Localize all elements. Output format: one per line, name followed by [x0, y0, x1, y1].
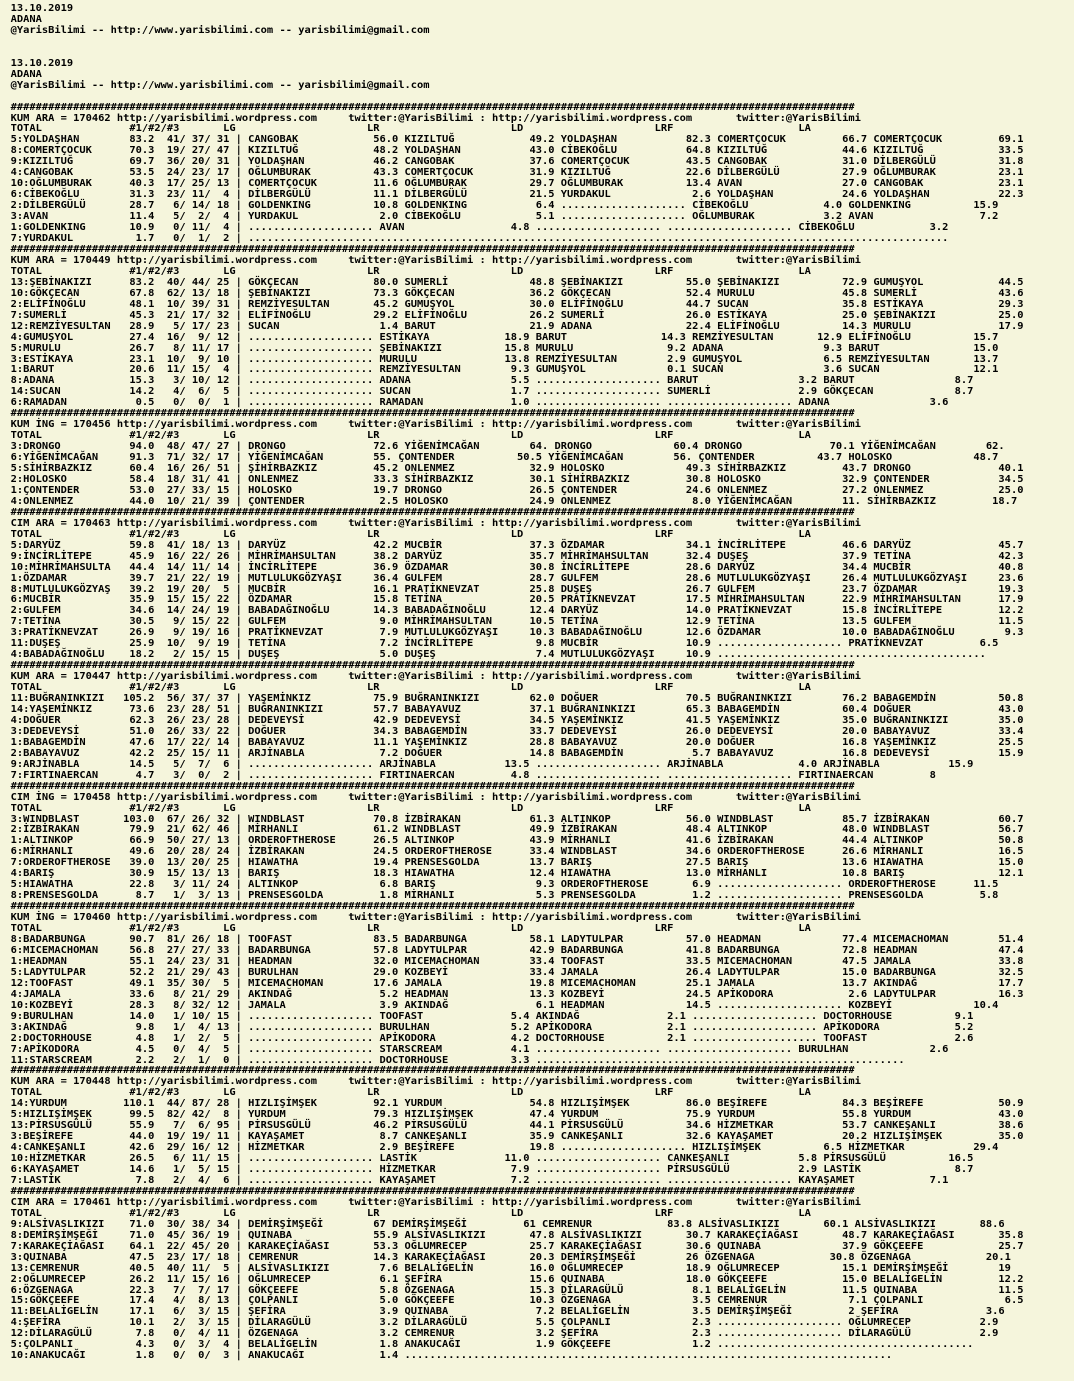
race-header: CIM ARA = 170461 http://yarisbilimi.wordpress.com twitter:@YarisBilimi : http://yarisbilimi.wordpress.com twitter:@YarisBilimi: [10, 1196, 861, 1208]
result-row: 12:DİLARAGÜLÜ 7.8 0/ 4/ 11 | ÖZGENAGA 3.2 CEMRENUR 3.2 ŞEFİRA 2.3 .................... DİLARAGÜLÜ 2.9: [10, 1328, 999, 1340]
result-row: 13:CEMRENUR 40.5 40/ 11/ 5 | ALSİVASLIKIZI 7.6 BELALİGELİN 16.0 OĞLUMRECEP 18.9 OĞLUMRECEP 15.1 DEMİRŞİMŞEĞİ 19: [10, 1262, 1011, 1274]
result-row: 5:MURULU 26.7 8/ 11/ 17 | .................... ŞEBİNAKIZI 15.8 MURULU 9.2 ADANA 9.3 BARUT 15.0: [10, 342, 999, 354]
result-row: 6:RAMADAN 0.5 0/ 0/ 1 | .................... RAMADAN 1.0 .................... .................... ADANA 3.6: [10, 397, 949, 409]
blank-line: [11, 48, 1074, 59]
result-row: 10:ANAKUCAĞI 1.8 0/ 0/ 3 | ANAKUCAĞI 1.4 ..............................................................................: [10, 1350, 893, 1362]
result-row: 3:AKINDAĞ 9.8 1/ 4/ 13 | .................... BURULHAN 5.2 APİKODORA 2.1 .................... APİKODORA 5.2: [10, 1021, 974, 1033]
blank-line: [11, 37, 1074, 48]
text-line: @YarisBilimi -- http://www.yarisbilimi.com -- yarisbilimi@gmail.com: [10, 24, 430, 36]
result-row: 10:MİHRİMAHSULTA 44.4 14/ 11/ 14 | İNCİRLİTEPE 36.9 ÖZDAMAR 30.8 İNCİRLİTEPE 28.6 DARYÜZ 34.4 MUCBİR 40.8: [10, 561, 1024, 573]
result-row: 4:BABADAĞINOĞLU 18.2 2/ 15/ 15 | DUŞEŞ 5.0 DUŞEŞ 7.4 MUTLULUKGÖZYAŞI 10.9 ...........................................: [10, 649, 986, 661]
result-row: 2:İZBİRAKAN 79.9 21/ 62/ 46 | MİRHANLI 61.2 WINDBLAST 49.9 İZBİRAKAN 48.4 ALTINKOP 48.0 WINDBLAST 56.7: [10, 824, 1024, 836]
text-line: ADANA: [10, 68, 42, 80]
result-row: 1:ALTINKOP 66.9 50/ 27/ 13 | ORDEROFTHEROSE 26.5 ALTINKOP 43.9 MİRHANLI 41.6 İZBİRAKAN 44.4 ALTINKOP 50.8: [10, 835, 1024, 847]
result-row: 6:ÖZGENAGA 22.3 7/ 7/ 17 | GÖKÇEEFE 5.8 ÖZGENAGA 15.3 DİLARAGÜLÜ 8.1 BELALİGELİN 11.5 QUINABA 11.5: [10, 1284, 1024, 1296]
result-row: 3:DEDEVEYSİ 51.0 26/ 33/ 22 | DOĞUER 34.3 BABAGEMDİN 33.7 DEDEVEYSİ 26.0 DEDEVEYSİ 20.0 BABAYAVUZ 33.4: [10, 725, 1024, 737]
result-row: 4:JAMALA 33.6 8/ 21/ 29 | AKINDAĞ 5.2 HEADMAN 13.3 KOZBEYİ 24.5 APİKODORA 2.6 LADYTULPAR 16.3: [10, 988, 1024, 1000]
result-row: 6:KAYAŞAMET 14.6 1/ 5/ 15 | .................... HİZMETKAR 7.9 .................... PİRSUSGÜLÜ 2.9 LASTİK 8.7: [10, 1164, 974, 1176]
result-row: 6:MUCBİR 35.9 15/ 15/ 22 | ÖZDAMAR 15.8 TETİNA 20.5 PRATİKNEVZAT 17.5 MİHRİMAHSULTAN 22.9 MİHRİMAHSULTAN 17.9: [10, 594, 1024, 606]
race-header: KUM ARA = 170447 http://yarisbilimi.wordpress.com twitter:@YarisBilimi : http://yarisbilimi.wordpress.com twitter:@YarisBilimi: [10, 671, 861, 683]
column-header: TOTAL #1/#2/#3 LG LR LD LRF LA: [10, 430, 811, 442]
result-row: 7:ORDEROFTHEROSE 39.0 13/ 20/ 25 | HIAWATHA 19.4 PRENSESGOLDA 13.7 BARIŞ 27.5 BARIŞ 13.6 HIAWATHA 15.0: [10, 857, 1024, 869]
result-row: 10:KOZBEYİ 28.3 8/ 32/ 12 | JAMALA 3.9 AKINDAĞ 6.1 HEADMAN 14.5 .................... KOZBEYİ 10.4: [10, 999, 999, 1011]
column-header: TOTAL #1/#2/#3 LG LR LD LRF LA: [10, 923, 811, 935]
text-line: 13.10.2019: [10, 57, 74, 69]
result-row: 1:HEADMAN 55.1 24/ 23/ 31 | HEADMAN 32.0 MICEMACHOMAN 33.4 TOOFAST 33.5 MICEMACHOMAN 47.5 JAMALA 33.8: [10, 955, 1024, 967]
result-row: 5:HIAWATHA 22.8 3/ 11/ 24 | ALTINKOP 6.8 BARIŞ 9.3 ORDEROFTHEROSE 6.9 .................... ORDEROFTHEROSE 11.5: [10, 879, 999, 891]
column-header: TOTAL #1/#2/#3 LG LR LD LRF LA: [10, 1087, 811, 1099]
result-row: 11:BELALİGELİN 17.1 6/ 3/ 15 | ŞEFİRA 3.9 QUINABA 7.2 BELALİGELİN 3.5 DEMİRŞİMŞEĞİ 2 ŞEFİRA 3.6: [10, 1306, 1005, 1318]
result-row: 13:PİRSUSGÜLÜ 55.9 7/ 6/ 95 | PİRSUSGÜLÜ 46.2 PİRSUSGÜLÜ 44.1 PİRSUSGÜLÜ 34.6 HİZMETKAR 53.7 CANKEŞANLI 38.6: [10, 1120, 1024, 1132]
result-row: 7:KARAKEÇİAĞASI 64.1 22/ 45/ 20 | KARAKEÇİAĞASI 53.3 OĞLUMRECEP 25.7 KARAKEÇİAĞASI 30.6 QUINABA 37.9 GÖKÇEEFE 25.7: [10, 1240, 1024, 1252]
result-row: 8:DEMİRŞİMŞEĞİ 71.0 45/ 36/ 19 | QUINABA 55.9 ALSİVASLIKIZI 47.8 ALSİVASLIKIZI 30.7 KARAKEÇİAĞASI 48.7 KARAKEÇİAĞASI 35.8: [10, 1229, 1024, 1241]
result-row: 4:ŞEFİRA 10.1 2/ 3/ 15 | DİLARAGÜLÜ 3.2 DİLARAGÜLÜ 5.5 ÇOLPANLI 2.3 .................... OĞLUMRECEP 2.9: [10, 1317, 999, 1329]
race-header: CIM ARA = 170463 http://yarisbilimi.wordpress.com twitter:@YarisBilimi : http://yarisbilimi.wordpress.com twitter:@YarisBilimi: [10, 517, 861, 529]
result-row: 6:YİĞENİMCAĞAN 91.3 71/ 32/ 17 | YİĞENİMCAĞAN 55. ÇONTENDER 50.5 YİĞENİMCAĞAN 56. ÇONTENDER 43.7 HOLOSKO 48.7: [10, 452, 999, 464]
result-row: 3:BEŞİREFE 44.0 19/ 19/ 11 | KAYAŞAMET 8.7 CANKEŞANLI 35.9 CANKEŞANLI 32.6 KAYAŞAMET 20.2 HIZLIŞİMŞEK 35.0: [10, 1131, 1024, 1143]
result-row: 1:BABAGEMDİN 47.6 17/ 22/ 14 | BABAYAVUZ 11.1 YAŞEMİNKIZ 28.8 BABAYAVUZ 20.0 DOĞUER 16.8 YAŞEMİNKIZ 25.5: [10, 736, 1024, 748]
result-row: 2:GULFEM 34.6 14/ 24/ 19 | BABADAĞINOĞLU 14.3 BABADAĞINOĞLU 12.4 DARYÜZ 14.0 PRATİKNEVZAT 15.8 İNCİRLİTEPE 12.2: [10, 605, 1024, 617]
race-header: KUM İNG = 170456 http://yarisbilimi.wordpress.com twitter:@YarisBilimi : http://yarisbilimi.wordpress.com twitter:@YarisBilimi: [10, 419, 861, 431]
result-row: 11:DUŞEŞ 25.9 10/ 9/ 19 | TETİNA 7.2 İNCİRLİTEPE 9.8 MUCBİR 10.9 .................... PRATİKNEVZAT 6.5: [10, 638, 999, 650]
race-header: KUM ARA = 170448 http://yarisbilimi.wordpress.com twitter:@YarisBilimi : http://yarisbilimi.wordpress.com twitter:@YarisBilimi: [10, 1076, 861, 1088]
result-row: 5:ÇOLPANLI 4.3 0/ 3/ 4 | BELALİGELİN 1.8 ANAKUCAĞI 1.9 GÖKÇEEFE 1.2 .........................................: [10, 1339, 974, 1351]
result-row: 1:ÖZDAMAR 39.7 21/ 22/ 19 | MUTLULUKGÖZYAŞI 36.4 GULFEM 28.7 GULFEM 28.6 MUTLULUKGÖZYAŞI 26.4 MUTLULUKGÖZYAŞI 23.6: [10, 572, 1024, 584]
result-row: 15:GÖKÇEEFE 17.4 4/ 8/ 13 | ÇOLPANLI 5.0 GÖKÇEEFE 10.3 ÖZGENAGA 3.5 CEMRENUR 7.1 ÇOLPANLI 6.5: [10, 1295, 1024, 1307]
result-row: 14:SUCAN 14.2 4/ 6/ 5 | .................... SUCAN 1.7 .................... SUMERLİ 2.9 GÖKÇECAN 8.7: [10, 386, 974, 398]
result-row: 13:ŞEBİNAKIZI 83.2 40/ 44/ 25 | GÖKÇECAN 80.0 SUMERLİ 48.8 ŞEBİNAKIZI 55.0 ŞEBİNAKIZI 72.9 GUMUŞYOL 44.5: [10, 276, 1024, 288]
result-row: 3:QUINABA 47.5 23/ 17/ 18 | CEMRENUR 14.3 KARAKEÇİAĞASI 20.3 DEMİRŞİMŞEĞİ 26 ÖZGENAGA 30.8 ÖZGENAGA 20.1: [10, 1251, 1011, 1263]
race-header: KUM ARA = 170449 http://yarisbilimi.wordpress.com twitter:@YarisBilimi : http://yarisbilimi.wordpress.com twitter:@YarisBilimi: [10, 254, 861, 266]
result-row: 3:AVAN 11.4 5/ 2/ 4 | YURDAKUL 2.0 CİBEKOĞLU 5.1 .................... OĞLUMBURAK 3.2 AVAN 7.2: [10, 211, 999, 223]
result-row: 3:WINDBLAST 103.0 67/ 26/ 32 | WINDBLAST 70.8 İZBİRAKAN 61.3 ALTINKOP 56.0 WINDBLAST 85.7 İZBİRAKAN 60.7: [10, 813, 1024, 825]
result-row: 11:BUĞRANINKIZI 105.2 56/ 37/ 37 | YAŞEMİNKIZ 75.9 BUĞRANINKIZI 62.0 DOĞUER 70.5 BUĞRANINKIZI 76.2 BABAGEMDİN 50.8: [10, 693, 1024, 705]
result-row: 8:PRENSESGOLDA 8.7 1/ 3/ 13 | PRENSESGOLDA 1.8 MİRHANLI 5.3 PRENSESGOLDA 1.2 .................... PRENSESGOLDA 5.8: [10, 890, 999, 902]
result-row: 7:FIRTINAERCAN 4.7 3/ 0/ 2 | .................... FIRTINAERCAN 4.8 .................... .................... FIRTINAERCAN 8: [10, 769, 936, 781]
text-line: @YarisBilimi -- http://www.yarisbilimi.com -- yarisbilimi@gmail.com: [10, 79, 430, 91]
result-row: 14:YAŞEMİNKIZ 73.6 23/ 28/ 51 | BUĞRANINKIZI 57.7 BABAYAVUZ 37.1 BUĞRANINKIZI 65.3 BABAGEMDİN 60.4 DOĞUER 43.0: [10, 704, 1024, 715]
separator-line: #######################################################################################################################################: [10, 243, 855, 255]
race-header: KUM İNG = 170460 http://yarisbilimi.wordpress.com twitter:@YarisBilimi : http://yarisbilimi.wordpress.com twitter:@YarisBilimi: [10, 912, 861, 924]
result-row: 12:TOOFAST 49.1 35/ 30/ 5 | MICEMACHOMAN 17.6 JAMALA 19.8 MICEMACHOMAN 25.1 JAMALA 13.7 AKINDAĞ 17.7: [10, 977, 1024, 989]
result-row: 3:PRATİKNEVZAT 26.9 9/ 19/ 16 | PRATİKNEVZAT 7.9 MUTLULUKGÖZYAŞI 10.3 BABADAĞINOĞLU 12.6 ÖZDAMAR 10.0 BABADAĞINOĞLU 9.3: [10, 627, 1024, 639]
result-row: 2:DİLBERGÜLÜ 28.7 6/ 14/ 18 | GOLDENKING 10.8 GOLDENKING 6.4 .................... CİBEKOĞLU 4.0 GOLDENKING 15.9: [10, 200, 999, 212]
result-row: 10:HİZMETKAR 26.5 6/ 11/ 15 | .................... LASTİK 11.0 .................... CANKEŞANLI 5.8 PİRSUSGÜLÜ 16.5: [10, 1153, 974, 1165]
result-row: 9:ARJİNABLA 14.5 5/ 7/ 6 | .................... ARJİNABLA 13.5 .................... ARJİNABLA 4.0 ARJİNABLA 15.9: [10, 758, 974, 770]
result-row: 8:ADANA 15.3 3/ 10/ 12 | .................... ADANA 5.5 .................... BARUT 3.2 BARUT 8.7: [10, 375, 974, 387]
separator-line: #######################################################################################################################################: [10, 408, 855, 420]
result-row: 1:ÇONTENDER 53.0 27/ 33/ 15 | HOLOSKO 19.7 DRONGO 26.5 ÇONTENDER 24.6 ONLENMEZ 27.2 ONLENMEZ 25.0: [10, 484, 1024, 496]
column-header: TOTAL #1/#2/#3 LG LR LD LRF LA: [10, 682, 811, 694]
result-row: 7:APİKODORA 4.5 0/ 4/ 5 | .................... STARSCREAM 4.1 .................... .................... BURULHAN 2.6: [10, 1043, 949, 1055]
race-header: CIM İNG = 170458 http://yarisbilimi.wordpress.com twitter:@YarisBilimi : http://yarisbilimi.wordpress.com twitter:@YarisBilimi: [10, 791, 861, 803]
result-row: 6:MICEMACHOMAN 56.8 27/ 27/ 33 | BADARBUNGA 57.8 LADYTULPAR 42.9 BADARBUNGA 41.8 BADARBUNGA 72.8 HEADMAN 47.4: [10, 944, 1024, 956]
result-row: 3:ESTİKAYA 23.1 10/ 9/ 10 | .................... MURULU 13.8 REMZİYESULTAN 2.9 GUMUŞYOL 6.5 REMZİYESULTAN 13.7: [10, 353, 999, 365]
separator-line: #######################################################################################################################################: [10, 660, 855, 672]
result-row: 14:YURDUM 110.1 44/ 87/ 28 | HIZLIŞİMŞEK 92.1 YURDUM 54.8 HIZLIŞİMŞEK 86.0 BEŞİREFE 84.3 BEŞİREFE 50.9: [10, 1098, 1024, 1110]
result-row: 1:GOLDENKING 10.9 0/ 11/ 4 | .................... AVAN 4.8 .................... .................... CİBEKOĞLU 3.2: [10, 222, 949, 234]
result-row: 4:DOĞUER 62.3 26/ 23/ 28 | DEDEVEYSİ 42.9 DEDEVEYSİ 34.5 YAŞEMİNKIZ 41.5 YAŞEMİNKIZ 35.0 BUĞRANINKIZI 35.0: [10, 714, 1024, 726]
separator-line: #######################################################################################################################################: [10, 1065, 855, 1077]
blank-line: [11, 92, 1074, 103]
separator-line: #######################################################################################################################################: [10, 780, 855, 792]
result-row: 6:CİBEKOĞLU 31.3 23/ 11/ 4 | DİLBERGÜLÜ 11.1 DİLBERGÜLÜ 21.5 YURDAKUL 2.6 YOLDAŞHAN 24.6 YOLDAŞHAN 22.3: [10, 189, 1024, 201]
result-row: 7:TETİNA 30.5 9/ 15/ 22 | GULFEM 9.0 MİHRİMAHSULTAN 10.5 TETİNA 12.9 TETİNA 13.5 GULFEM 11.5: [10, 616, 1024, 628]
result-row: 5:LADYTULPAR 52.2 21/ 29/ 43 | BURULHAN 29.0 KOZBEYİ 33.4 JAMALA 26.4 LADYTULPAR 15.0 BADARBUNGA 32.5: [10, 966, 1024, 978]
result-row: 9:BURULHAN 14.0 1/ 10/ 15 | .................... TOOFAST 5.4 AKINDAĞ 2.1 .................... DOCTORHOUSE 9.1: [10, 1010, 974, 1022]
result-row: 10:OĞLUMBURAK 40.3 17/ 25/ 13 | COMERTÇOCUK 11.6 OĞLUMBURAK 29.7 OĞLUMBURAK 13.4 AVAN 27.0 CANGOBAK 23.1: [10, 178, 1024, 190]
text-line: 13.10.2019: [10, 3, 74, 14]
race-header: KUM ARA = 170462 http://yarisbilimi.wordpress.com twitter:@YarisBilimi : http://yarisbilimi.wordpress.com twitter:@YarisBilimi: [10, 112, 861, 124]
column-header: TOTAL #1/#2/#3 LG LR LD LRF LA: [10, 802, 811, 814]
column-header: TOTAL #1/#2/#3 LG LR LD LRF LA: [10, 1207, 811, 1219]
result-row: 3:DRONGO 94.0 48/ 47/ 27 | DRONGO 72.6 YİĞENİMCAĞAN 64. DRONGO 60.4 DRONGO 70.1 YİĞENİMCAĞAN 62.: [10, 441, 1005, 453]
result-row: 11:STARSCREAM 2.2 2/ 1/ 0 | .................... DOCTORHOUSE 3.3 ...........................................................: [10, 1054, 905, 1066]
result-row: 4:CANGOBAK 53.5 24/ 23/ 17 | OĞLUMBURAK 43.3 COMERTÇOCUK 31.9 KIZILTUĞ 22.6 DİLBERGÜLÜ 27.9 OĞLUMBURAK 23.1: [10, 167, 1024, 179]
result-row: 8:MUTLULUKGÖZYAŞ 39.2 19/ 20/ 5 | MUCBİR 16.1 PRATİKNEVZAT 25.8 DUŞEŞ 26.7 GULFEM 23.7 ÖZDAMAR 19.3: [10, 583, 1024, 595]
column-header: TOTAL #1/#2/#3 LG LR LD LRF LA: [10, 123, 811, 135]
result-row: 4:GUMUŞYOL 27.4 16/ 9/ 12 | .................... ESTİKAYA 18.9 BARUT 14.3 REMZİYESULTAN 12.9 ELİFİNOĞLU 15.7: [10, 331, 999, 343]
result-row: 7:SUMERLİ 45.3 21/ 17/ 32 | ELİFİNOĞLU 29.2 ELİFİNOĞLU 26.2 SUMERLİ 26.0 ESTİKAYA 25.0 ŞEBİNAKIZI 25.0: [10, 309, 1024, 321]
column-header: TOTAL #1/#2/#3 LG LR LD LRF LA: [10, 528, 811, 540]
result-row: 12:REMZİYESULTAN 28.9 5/ 17/ 23 | SUCAN 1.4 BARUT 21.9 ADANA 22.4 ELİFİNOĞLU 14.3 MURULU 17.9: [10, 320, 1024, 332]
result-row: 7:LASTİK 7.8 2/ 4/ 6 | .................... KAYAŞAMET 7.2 .................... .................... KAYAŞAMET 7.1: [10, 1174, 949, 1186]
result-row: 9:KIZILTUĞ 69.7 36/ 20/ 31 | YOLDAŞHAN 46.2 CANGOBAK 37.6 COMERTÇOCUK 43.5 CANGOBAK 31.0 DİLBERGÜLÜ 31.8: [10, 156, 1024, 168]
result-row: 4:CANKEŞANLI 42.6 29/ 16/ 12 | HİZMETKAR 2.9 BEŞİREFE 19.8 .................... HIZLIŞİMŞEK 6.5 HİZMETKAR 29.4: [10, 1142, 999, 1154]
result-row: 6:MİRHANLI 49.6 20/ 28/ 24 | İZBİRAKAN 24.5 ORDEROFTHEROSE 33.4 WINDBLAST 34.6 ORDEROFTHEROSE 26.6 MİRHANLI 16.5: [10, 846, 1024, 858]
result-row: 2:HOLOSKO 58.4 18/ 31/ 41 | ONLENMEZ 33.3 SİHİRBAZKIZ 30.1 SİHİRBAZKIZ 30.8 HOLOSKO 32.9 ÇONTENDER 34.5: [10, 473, 1024, 485]
result-row: 7:YURDAKUL 1.7 0/ 1/ 2 | ................................................................................................................: [10, 233, 949, 245]
result-row: 2:DOCTORHOUSE 4.8 1/ 2/ 5 | .................... APİKODORA 4.2 DOCTORHOUSE 2.1 .................... TOOFAST 2.6: [10, 1032, 974, 1044]
result-row: 4:BARIŞ 30.9 15/ 13/ 13 | BARIŞ 18.3 HIAWATHA 12.4 HIAWATHA 13.0 MİRHANLI 10.8 BARIŞ 12.1: [10, 868, 1024, 880]
result-row: 5:DARYÜZ 59.8 41/ 18/ 13 | DARYÜZ 42.2 MUCBİR 37.3 ÖZDAMAR 34.1 İNCİRLİTEPE 46.6 DARYÜZ 45.7: [10, 539, 1024, 551]
column-header: TOTAL #1/#2/#3 LG LR LD LRF LA: [10, 265, 811, 277]
result-row: 1:BARUT 20.6 11/ 15/ 4 | .................... REMZİYESULTAN 9.3 GUMUŞYOL 0.1 SUCAN 3.6 SUCAN 12.1: [10, 364, 999, 376]
separator-line: #######################################################################################################################################: [10, 901, 855, 913]
result-row: 5:SİHİRBAZKIZ 60.4 16/ 26/ 51 | ŞİHİRBAZKIZ 45.2 ONLENMEZ 32.9 HOLOSKO 49.3 SİHİRBAZKIZ 43.7 DRONGO 40.1: [10, 463, 1024, 475]
text-line: ADANA: [10, 13, 42, 25]
separator-line: #######################################################################################################################################: [10, 101, 855, 113]
result-row: 8:BADARBUNGA 90.7 81/ 26/ 18 | TOOFAST 83.5 BADARBUNGA 58.1 LADYTULPAR 57.0 HEADMAN 77.4 MICEMACHOMAN 51.4: [10, 934, 1024, 946]
result-row: 4:ONLENMEZ 44.0 10/ 21/ 39 | ÇONTENDER 2.5 HOLOSKO 24.9 ONLENMEZ 8.0 YİĞENİMCAĞAN 11. SİHİRBAZKIZ 18.7: [10, 495, 1018, 507]
result-row: 5:HIZLIŞİMŞEK 99.5 82/ 42/ 8 | YURDUM 79.3 HIZLIŞİMŞEK 47.4 YURDUM 75.9 YURDUM 55.8 YURDUM 43.0: [10, 1109, 1024, 1121]
result-row: 8:COMERTÇOCUK 70.3 19/ 27/ 47 | KIZILTUĞ 48.2 YOLDAŞHAN 43.0 CİBEKOĞLU 64.8 KIZILTUĞ 44.6 KIZILTUĞ 33.5: [10, 145, 1024, 157]
result-row: 2:OĞLUMRECEP 26.2 11/ 15/ 16 | OĞLUMRECEP 6.1 ŞEFİRA 15.6 QUINABA 18.0 GÖKÇEEFE 15.0 BELALİGELİN 12.2: [10, 1273, 1024, 1285]
result-row: 2:ELİFİNOĞLU 48.1 10/ 39/ 31 | REMZİYESULTAN 45.2 GUMUŞYOL 30.0 ELİFİNOĞLU 44.7 SUCAN 35.8 ESTİKAYA 29.3: [10, 298, 1024, 310]
result-row: 9:ALSİVASLIKIZI 71.0 30/ 38/ 34 | DEMİRŞİMŞEĞİ 67 DEMİRŞİMŞEĞİ 61 CEMRENUR 83.8 ALSİVASLIKIZI 60.1 ALSİVASLIKIZI 88.6: [10, 1218, 1005, 1230]
separator-line: #######################################################################################################################################: [10, 1185, 855, 1197]
result-row: 2:BABAYAVUZ 42.2 25/ 15/ 11 | ARJİNABLA 7.2 DOĞUER 14.8 BABAGEMDİN 5.7 BABAYAVUZ 16.8 DEDEVEYSİ 15.9: [10, 747, 1024, 759]
result-row: 10:GÖKÇECAN 67.8 62/ 13/ 18 | ŞEBİNAKIZI 73.3 GÖKÇECAN 36.2 GÖKÇECAN 52.4 MURULU 45.8 SUMERLİ 43.6: [10, 287, 1024, 299]
separator-line: #######################################################################################################################################: [10, 506, 855, 518]
result-row: 9:İNCİRLİTEPE 45.9 16/ 22/ 26 | MİHRİMAHSULTAN 38.2 DARYÜZ 35.7 MİHRİMAHSULTAN 32.4 DUŞEŞ 37.9 TETİNA 42.3: [10, 550, 1024, 562]
result-row: 5:YOLDAŞHAN 83.2 41/ 37/ 31 | CANGOBAK 56.0 KIZILTUĞ 49.2 YOLDAŞHAN 82.3 COMERTÇOCUK 66.7 COMERTÇOCUK 69.1: [10, 134, 1024, 146]
